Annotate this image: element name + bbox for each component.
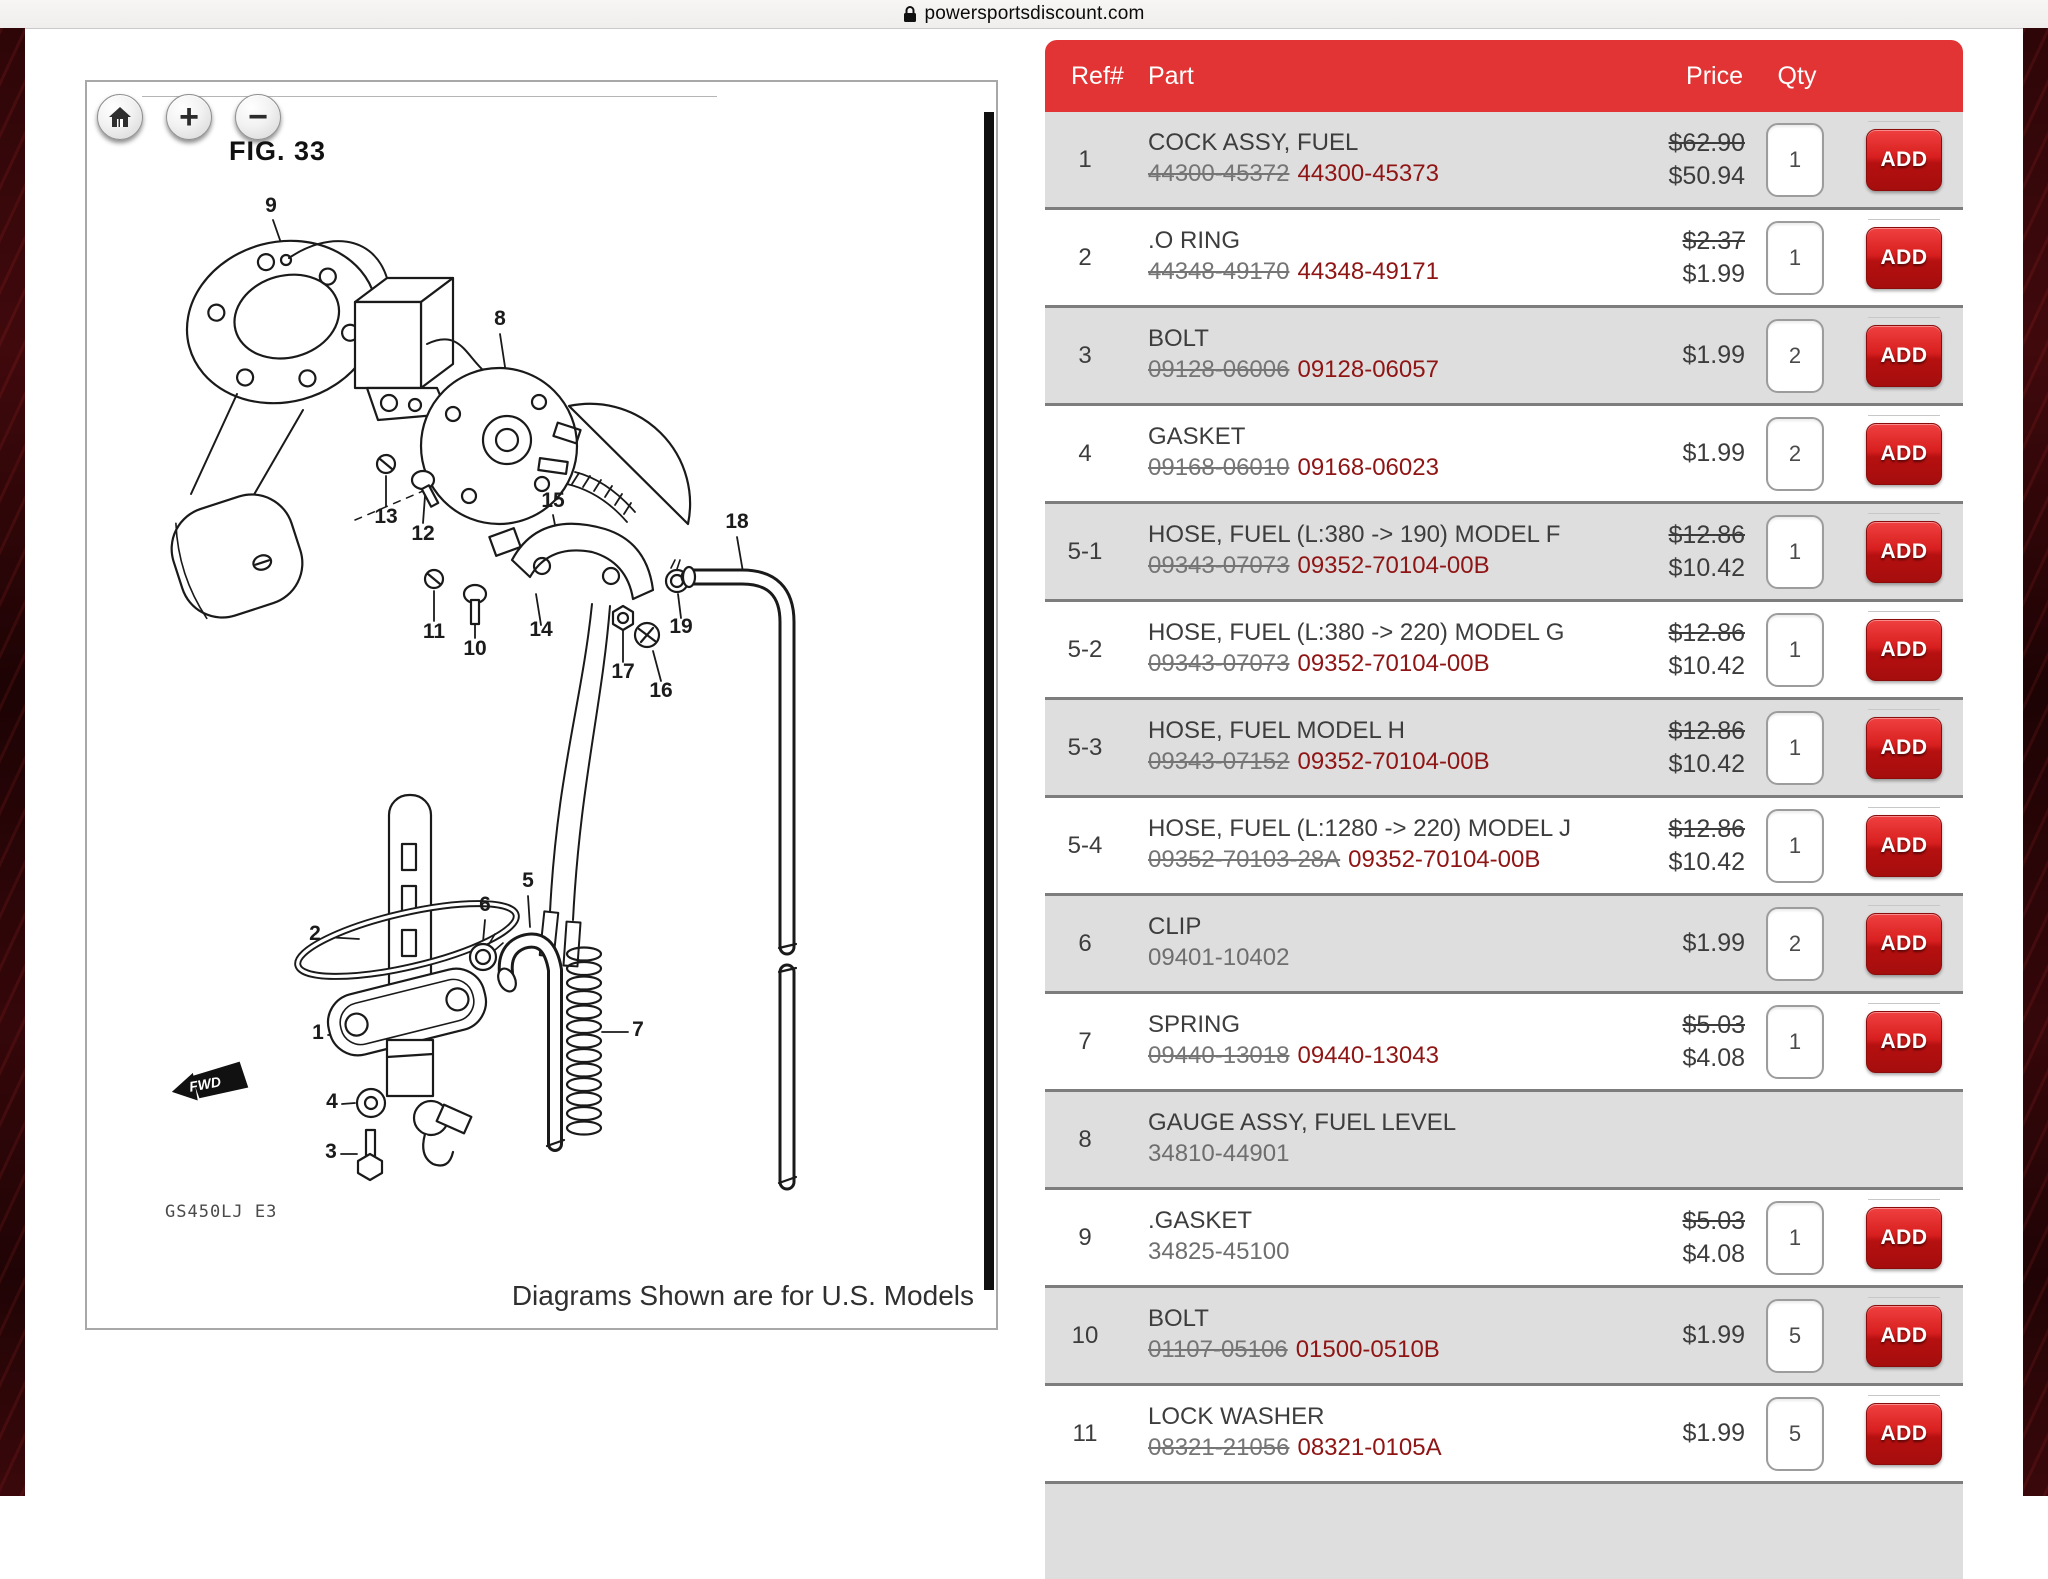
part-numbers bbox=[1148, 1432, 1590, 1464]
part-numbers bbox=[1148, 746, 1590, 778]
price-cell bbox=[1590, 339, 1745, 372]
callout-16: 16 bbox=[649, 679, 673, 702]
part-name: .GASKET bbox=[1148, 1207, 1253, 1235]
add-button[interactable]: ADD bbox=[1866, 423, 1942, 485]
part-cell bbox=[1125, 1206, 1590, 1268]
callout-14: 14 bbox=[529, 618, 553, 641]
part-numbers bbox=[1148, 256, 1590, 288]
part-cell bbox=[1125, 422, 1590, 484]
superseded-part-number: 09343-07152 bbox=[1148, 748, 1290, 776]
part-number-link[interactable]: 09128-06057 bbox=[1297, 356, 1439, 384]
part-name: HOSE, FUEL (L:1280 -> 220) MODEL J bbox=[1148, 815, 1572, 843]
part-cell bbox=[1125, 226, 1590, 288]
price-cell bbox=[1590, 225, 1745, 290]
part-cell bbox=[1125, 716, 1590, 778]
superseded-part-number: 01107-05106 bbox=[1148, 1336, 1288, 1364]
part-numbers bbox=[1148, 844, 1590, 876]
part-numbers bbox=[1148, 1040, 1590, 1072]
table-row bbox=[1045, 112, 1963, 207]
part-numbers bbox=[1148, 354, 1590, 386]
table-row bbox=[1045, 1285, 1963, 1383]
parts-diagram-panel bbox=[85, 80, 998, 1330]
ref-number: 3 bbox=[1078, 341, 1092, 369]
callout-2: 2 bbox=[309, 922, 321, 945]
superseded-part-number: 09343-07073 bbox=[1148, 650, 1290, 678]
part-name: HOSE, FUEL (L:380 -> 220) MODEL G bbox=[1148, 619, 1565, 647]
add-button[interactable]: ADD bbox=[1866, 521, 1942, 583]
add-button[interactable]: ADD bbox=[1866, 717, 1942, 779]
zoom-out-button[interactable]: − bbox=[235, 94, 281, 140]
price-cell bbox=[1590, 715, 1745, 780]
ref-number: 7 bbox=[1078, 1027, 1092, 1055]
spring-coil bbox=[567, 948, 601, 1135]
part-numbers bbox=[1148, 942, 1590, 974]
callout-19: 19 bbox=[669, 615, 693, 638]
part-number: 34810-44901 bbox=[1148, 1140, 1290, 1168]
qty-input[interactable] bbox=[1766, 1299, 1824, 1373]
bracket bbox=[489, 524, 653, 599]
superseded-part-number: 09440-13018 bbox=[1148, 1042, 1290, 1070]
qty-input[interactable] bbox=[1766, 1397, 1824, 1471]
part-numbers bbox=[1148, 1236, 1590, 1268]
part-cell bbox=[1125, 814, 1590, 876]
screw-11 bbox=[425, 570, 443, 588]
current-price: $10.42 bbox=[1668, 847, 1745, 876]
part-number-link[interactable]: 44300-45373 bbox=[1297, 160, 1439, 188]
add-button[interactable]: ADD bbox=[1866, 325, 1942, 387]
part-number-link[interactable]: 09440-13043 bbox=[1297, 1042, 1439, 1070]
ref-number: 5-1 bbox=[1067, 537, 1103, 565]
old-price: $2.37 bbox=[1682, 227, 1745, 255]
fuel-hose-18 bbox=[683, 567, 796, 1183]
old-price: $12.86 bbox=[1668, 619, 1745, 647]
part-name: LOCK WASHER bbox=[1148, 1403, 1325, 1431]
table-row bbox=[1045, 697, 1963, 795]
home-button[interactable] bbox=[97, 94, 143, 140]
current-price: $50.94 bbox=[1668, 161, 1745, 190]
part-number-link[interactable]: 44348-49171 bbox=[1297, 258, 1439, 286]
qty-input[interactable] bbox=[1766, 1201, 1824, 1275]
page-background-left bbox=[0, 28, 25, 1496]
add-button[interactable]: ADD bbox=[1866, 1011, 1942, 1073]
add-button[interactable]: ADD bbox=[1866, 1403, 1942, 1465]
part-cell bbox=[1125, 1010, 1590, 1072]
figure-label: FIG. 33 bbox=[229, 136, 327, 166]
add-button[interactable]: ADD bbox=[1866, 913, 1942, 975]
part-cell bbox=[1125, 912, 1590, 974]
ref-number: 2 bbox=[1078, 243, 1092, 271]
part-cell bbox=[1125, 520, 1590, 582]
callout-12: 12 bbox=[411, 522, 435, 545]
part-cell bbox=[1125, 1304, 1590, 1366]
exploded-parts-diagram bbox=[87, 82, 996, 1328]
current-price: $1.99 bbox=[1682, 439, 1745, 468]
price-cell bbox=[1590, 927, 1745, 960]
part-name: CLIP bbox=[1148, 913, 1202, 941]
old-price: $5.03 bbox=[1682, 1011, 1745, 1039]
ref-number: 4 bbox=[1078, 439, 1092, 467]
part-numbers bbox=[1148, 1334, 1590, 1366]
part-numbers bbox=[1148, 648, 1590, 680]
current-price: $4.08 bbox=[1682, 1043, 1745, 1072]
part-numbers bbox=[1148, 550, 1590, 582]
part-name: SPRING bbox=[1148, 1011, 1241, 1039]
fuel-cock-body bbox=[322, 963, 492, 1166]
ref-number: 11 bbox=[1072, 1419, 1098, 1447]
part-numbers bbox=[1148, 1138, 1590, 1170]
header-qty: Qty bbox=[1777, 61, 1817, 90]
sender-wires bbox=[540, 604, 610, 966]
superseded-part-number: 09352-70103-28A bbox=[1148, 846, 1341, 874]
current-price: $1.99 bbox=[1682, 341, 1745, 370]
callout-1: 1 bbox=[312, 1021, 324, 1044]
old-price: $12.86 bbox=[1668, 717, 1745, 745]
nut-17 bbox=[613, 606, 633, 630]
part-cell bbox=[1125, 1402, 1590, 1464]
table-row bbox=[1045, 403, 1963, 501]
bolt-3 bbox=[358, 1130, 382, 1180]
qty-input[interactable] bbox=[1766, 515, 1824, 589]
part-name: GASKET bbox=[1148, 423, 1246, 451]
price-cell bbox=[1590, 1417, 1745, 1450]
browser-address-bar[interactable] bbox=[0, 0, 2048, 29]
fwd-marker bbox=[169, 1061, 249, 1105]
ref-number: 1 bbox=[1078, 145, 1092, 173]
float bbox=[161, 484, 314, 629]
part-name: BOLT bbox=[1148, 1305, 1209, 1333]
callout-3: 3 bbox=[325, 1140, 337, 1163]
old-price: $12.86 bbox=[1668, 815, 1745, 843]
superseded-part-number: 09128-06006 bbox=[1148, 356, 1290, 384]
part-number-link[interactable]: 09352-70104-00B bbox=[1297, 552, 1490, 580]
table-row bbox=[1045, 599, 1963, 697]
part-name: HOSE, FUEL (L:380 -> 190) MODEL F bbox=[1148, 521, 1561, 549]
diagram-scrollbar[interactable] bbox=[984, 112, 994, 1290]
part-number-link[interactable]: 09352-70104-00B bbox=[1297, 650, 1490, 678]
current-price: $1.99 bbox=[1682, 929, 1745, 958]
ref-number: 5-4 bbox=[1067, 831, 1103, 859]
add-button[interactable]: ADD bbox=[1866, 815, 1942, 877]
part-number-link[interactable]: 09352-70104-00B bbox=[1348, 846, 1541, 874]
callout-10: 10 bbox=[463, 637, 487, 660]
current-price: $1.99 bbox=[1682, 1419, 1745, 1448]
price-cell bbox=[1590, 1205, 1745, 1270]
old-price: $62.90 bbox=[1668, 129, 1745, 157]
old-price: $5.03 bbox=[1682, 1207, 1745, 1235]
part-cell bbox=[1125, 618, 1590, 680]
ref-number: 5-2 bbox=[1067, 635, 1103, 663]
ref-number: 10 bbox=[1071, 1321, 1099, 1349]
part-name: GAUGE ASSY, FUEL LEVEL bbox=[1148, 1109, 1457, 1137]
price-cell bbox=[1590, 437, 1745, 470]
callout-9: 9 bbox=[265, 194, 277, 217]
callout-6: 6 bbox=[479, 893, 491, 916]
table-row bbox=[1045, 207, 1963, 305]
callout-13: 13 bbox=[374, 505, 398, 528]
table-row bbox=[1045, 893, 1963, 991]
qty-input[interactable] bbox=[1766, 907, 1824, 981]
header-part: Part bbox=[1148, 61, 1194, 90]
add-button[interactable]: ADD bbox=[1866, 1207, 1942, 1269]
part-number: 09401-10402 bbox=[1148, 944, 1290, 972]
table-body bbox=[1045, 112, 1963, 1579]
qty-input[interactable] bbox=[1766, 417, 1824, 491]
qty-input[interactable] bbox=[1766, 809, 1824, 883]
current-price: $10.42 bbox=[1668, 749, 1745, 778]
address-url: powersportsdiscount.com bbox=[924, 3, 1145, 24]
table-row bbox=[1045, 501, 1963, 599]
callout-11: 11 bbox=[422, 620, 446, 643]
table-row bbox=[1045, 991, 1963, 1089]
ref-number: 9 bbox=[1078, 1223, 1092, 1251]
part-cell bbox=[1125, 1108, 1590, 1170]
table-row bbox=[1045, 1089, 1963, 1187]
parts-table bbox=[1045, 40, 1963, 1579]
header-price: Price bbox=[1686, 61, 1743, 90]
part-number-link[interactable]: 08321-0105A bbox=[1297, 1434, 1442, 1462]
price-cell bbox=[1590, 519, 1745, 584]
price-cell bbox=[1590, 1009, 1745, 1074]
part-cell bbox=[1125, 128, 1590, 190]
callout-15: 15 bbox=[541, 489, 565, 512]
page-background-right bbox=[2023, 28, 2048, 1496]
part-name: HOSE, FUEL MODEL H bbox=[1148, 717, 1405, 745]
qty-input[interactable] bbox=[1766, 221, 1824, 295]
part-name: COCK ASSY, FUEL bbox=[1148, 129, 1359, 157]
superseded-part-number: 08321-21056 bbox=[1148, 1434, 1290, 1462]
add-button[interactable]: ADD bbox=[1866, 129, 1942, 191]
qty-input[interactable] bbox=[1766, 613, 1824, 687]
qty-input[interactable] bbox=[1766, 1005, 1824, 1079]
superseded-part-number: 09168-06010 bbox=[1148, 454, 1290, 482]
table-row bbox=[1045, 795, 1963, 893]
zoom-in-button[interactable]: + bbox=[166, 94, 212, 140]
part-number-link[interactable]: 09352-70104-00B bbox=[1297, 748, 1490, 776]
us-models-footnote: Diagrams Shown are for U.S. Models bbox=[511, 1280, 974, 1311]
part-cell bbox=[1125, 324, 1590, 386]
ref-number: 5-3 bbox=[1067, 733, 1103, 761]
qty-input[interactable] bbox=[1766, 319, 1824, 393]
current-price: $1.99 bbox=[1682, 259, 1745, 288]
callout-5: 5 bbox=[522, 869, 534, 892]
fuel-hose-5 bbox=[495, 941, 564, 1146]
diagram-zoom-controls bbox=[97, 94, 281, 140]
current-price: $4.08 bbox=[1682, 1239, 1745, 1268]
table-row bbox=[1045, 1187, 1963, 1285]
part-name: BOLT bbox=[1148, 325, 1209, 353]
callout-4: 4 bbox=[326, 1090, 338, 1113]
callout-8: 8 bbox=[494, 307, 506, 330]
header-ref: Ref# bbox=[1071, 61, 1124, 90]
callout-17: 17 bbox=[611, 660, 635, 683]
screw-13 bbox=[377, 455, 395, 473]
part-name: .O RING bbox=[1148, 227, 1241, 255]
ref-number: 6 bbox=[1078, 929, 1092, 957]
table-header bbox=[1045, 40, 1963, 112]
washer-4 bbox=[357, 1089, 385, 1117]
part-number-link[interactable]: 01500-0510B bbox=[1295, 1336, 1440, 1364]
price-cell bbox=[1590, 127, 1745, 192]
table-row bbox=[1045, 305, 1963, 403]
strap bbox=[567, 472, 635, 522]
part-number: 34825-45100 bbox=[1148, 1238, 1290, 1266]
part-number-link[interactable]: 09168-06023 bbox=[1297, 454, 1439, 482]
home-icon bbox=[108, 106, 132, 128]
price-cell bbox=[1590, 1319, 1745, 1352]
add-button[interactable]: ADD bbox=[1866, 227, 1942, 289]
callout-18: 18 bbox=[725, 510, 749, 533]
table-row bbox=[1045, 1383, 1963, 1481]
lock-icon bbox=[903, 5, 917, 23]
add-button[interactable]: ADD bbox=[1866, 1305, 1942, 1367]
price-cell bbox=[1590, 813, 1745, 878]
svg-text:FWD: FWD bbox=[187, 1073, 223, 1095]
bolt-10 bbox=[464, 585, 486, 624]
qty-input[interactable] bbox=[1766, 123, 1824, 197]
old-price: $12.86 bbox=[1668, 521, 1745, 549]
current-price: $10.42 bbox=[1668, 553, 1745, 582]
part-numbers bbox=[1148, 452, 1590, 484]
superseded-part-number: 44348-49170 bbox=[1148, 258, 1290, 286]
callout-7: 7 bbox=[632, 1018, 644, 1041]
current-price: $10.42 bbox=[1668, 651, 1745, 680]
superseded-part-number: 09343-07073 bbox=[1148, 552, 1290, 580]
superseded-part-number: 44300-45372 bbox=[1148, 160, 1290, 188]
screw-16 bbox=[635, 623, 659, 647]
add-button[interactable]: ADD bbox=[1866, 619, 1942, 681]
qty-input[interactable] bbox=[1766, 711, 1824, 785]
part-numbers bbox=[1148, 158, 1590, 190]
price-cell bbox=[1590, 617, 1745, 682]
current-price: $1.99 bbox=[1682, 1321, 1745, 1350]
model-code: GS450LJ E3 bbox=[165, 1202, 278, 1222]
ref-number: 8 bbox=[1078, 1125, 1092, 1153]
